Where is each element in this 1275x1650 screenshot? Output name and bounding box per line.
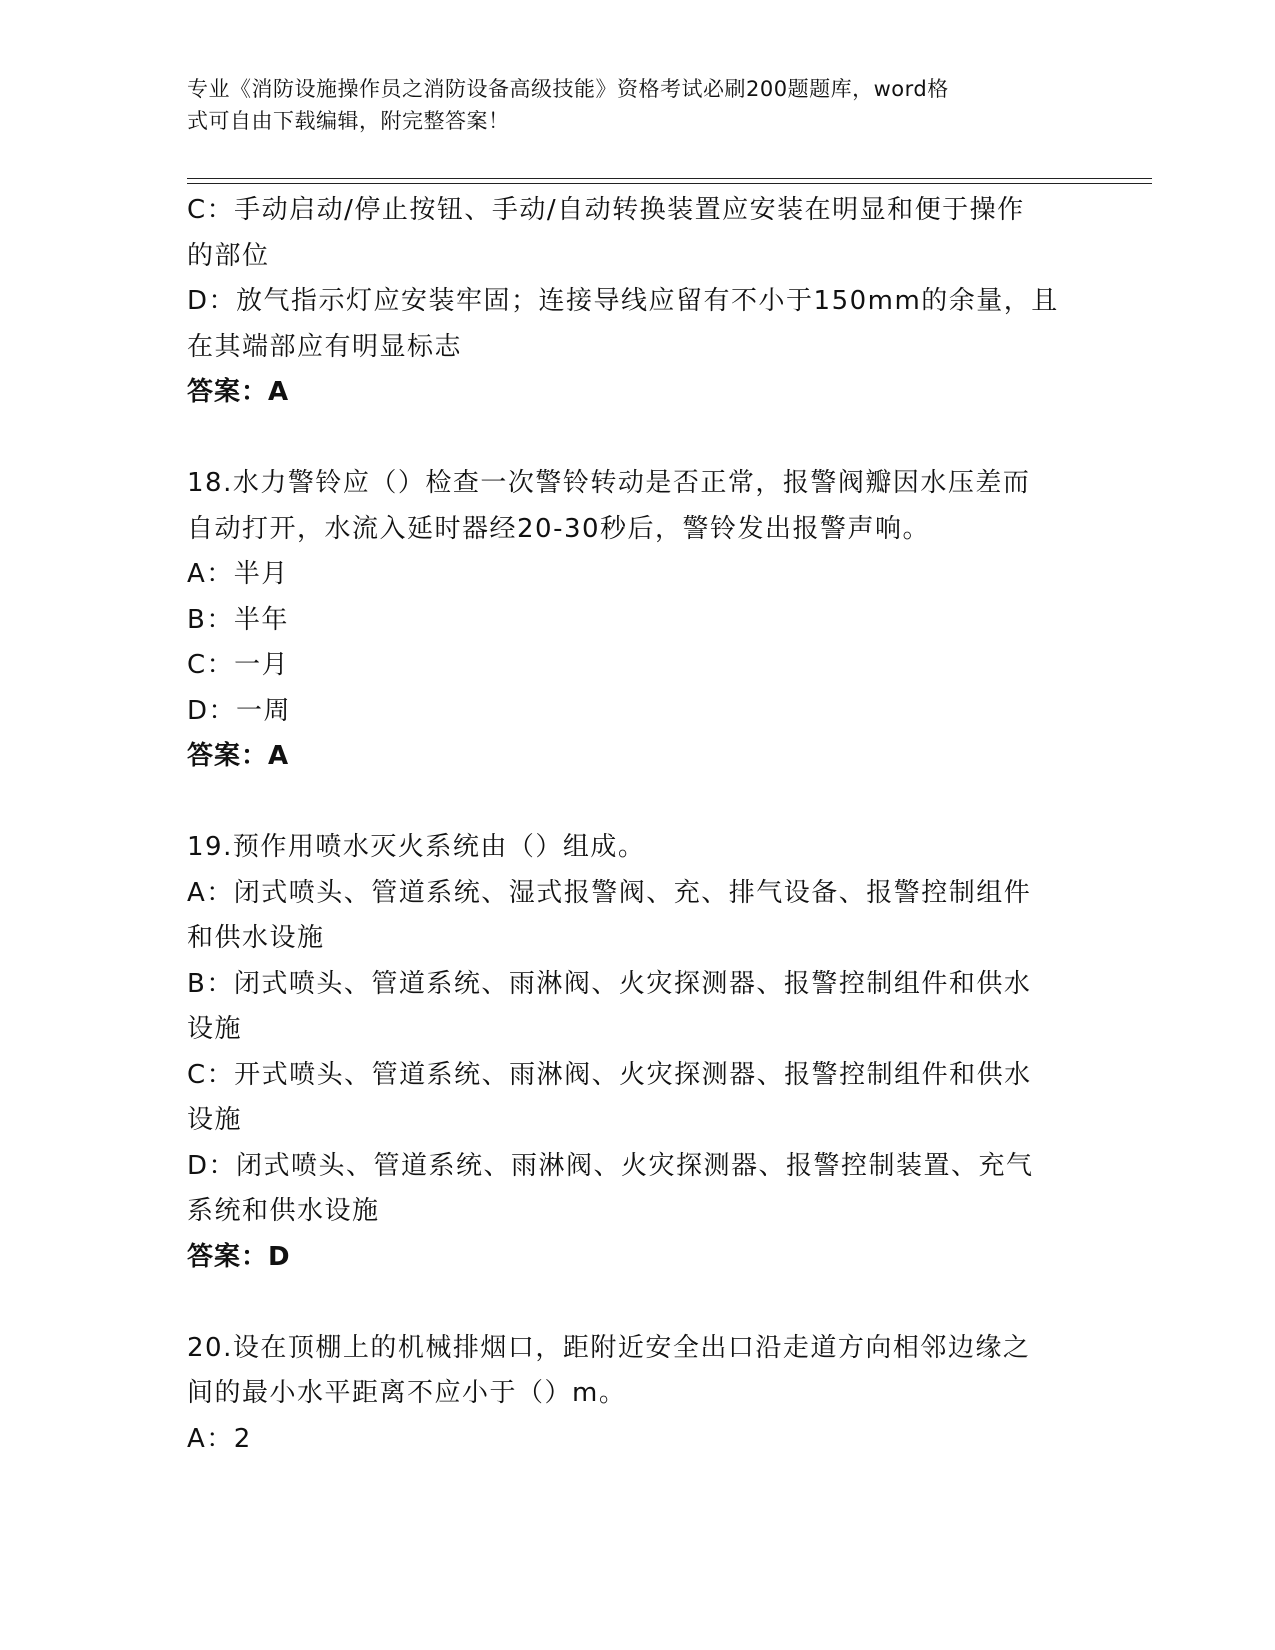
option-a-line-2: 和供水设施 [187,923,325,953]
question-17-tail [187,188,1087,416]
option-d-line-1: D：闭式喷头、管道系统、雨淋阀、火灾探测器、报警控制装置、充气 [187,1150,1034,1181]
document-body [187,188,1087,1462]
question-20 [187,1326,1087,1463]
option-c-line-1: C：手动启动/停止按钮、手动/自动转换装置应安装在明显和便于操作 [187,195,1025,225]
spacer [187,780,1087,826]
option-d: D：一周 [187,695,292,726]
header-line-1: 专业《消防设施操作员之消防设备高级技能》资格考试必刷200题题库，word格 [187,77,949,101]
question-text-line-1: 18.水力警铃应（）检查一次警铃转动是否正常，报警阀瓣因水压差而 [187,468,1031,498]
spacer [187,1280,1087,1326]
option-c: C：一月 [187,650,290,680]
option-a: A：半月 [187,559,289,589]
option-a-line-1: A：闭式喷头、管道系统、湿式报警阀、充、排气设备、报警控制组件 [187,877,1032,908]
header-divider-bottom [187,183,1152,184]
option-a: A：2 [187,1423,252,1454]
spacer [187,416,1087,462]
option-b-line-1: B：闭式喷头、管道系统、雨淋阀、火灾探测器、报警控制组件和供水 [187,968,1032,999]
option-d-line-2: 系统和供水设施 [187,1196,380,1226]
answer-17: 答案：A [187,377,290,407]
option-c-line-2: 的部位 [187,240,270,271]
question-text-line-2: 间的最小水平距离不应小于（）m。 [187,1378,627,1408]
question-text-line-2: 自动打开，水流入延时器经20-30秒后，警铃发出报警声响。 [187,513,931,544]
question-text-line-1: 20.设在顶棚上的机械排烟口，距附近安全出口沿走道方向相邻边缘之 [187,1332,1031,1363]
document-header [187,73,1067,137]
option-b: B：半年 [187,604,289,635]
option-d-line-2: 在其端部应有明显标志 [187,331,463,362]
question-19 [187,825,1087,1280]
answer-18: 答案：A [187,741,290,771]
option-c-line-2: 设施 [187,1105,243,1135]
question-18 [187,461,1087,780]
option-b-line-2: 设施 [187,1014,243,1044]
header-line-2: 式可自由下载编辑，附完整答案！ [187,109,510,133]
option-d-line-1: D：放气指示灯应安装牢固；连接导线应留有不小于150mm的余量，且 [187,286,1059,316]
question-text-line-1: 19.预作用喷水灭火系统由（）组成。 [187,832,646,862]
option-c-line-1: C：开式喷头、管道系统、雨淋阀、火灾探测器、报警控制组件和供水 [187,1059,1032,1090]
header-divider-top [187,178,1152,179]
answer-19: 答案：D [187,1241,291,1272]
